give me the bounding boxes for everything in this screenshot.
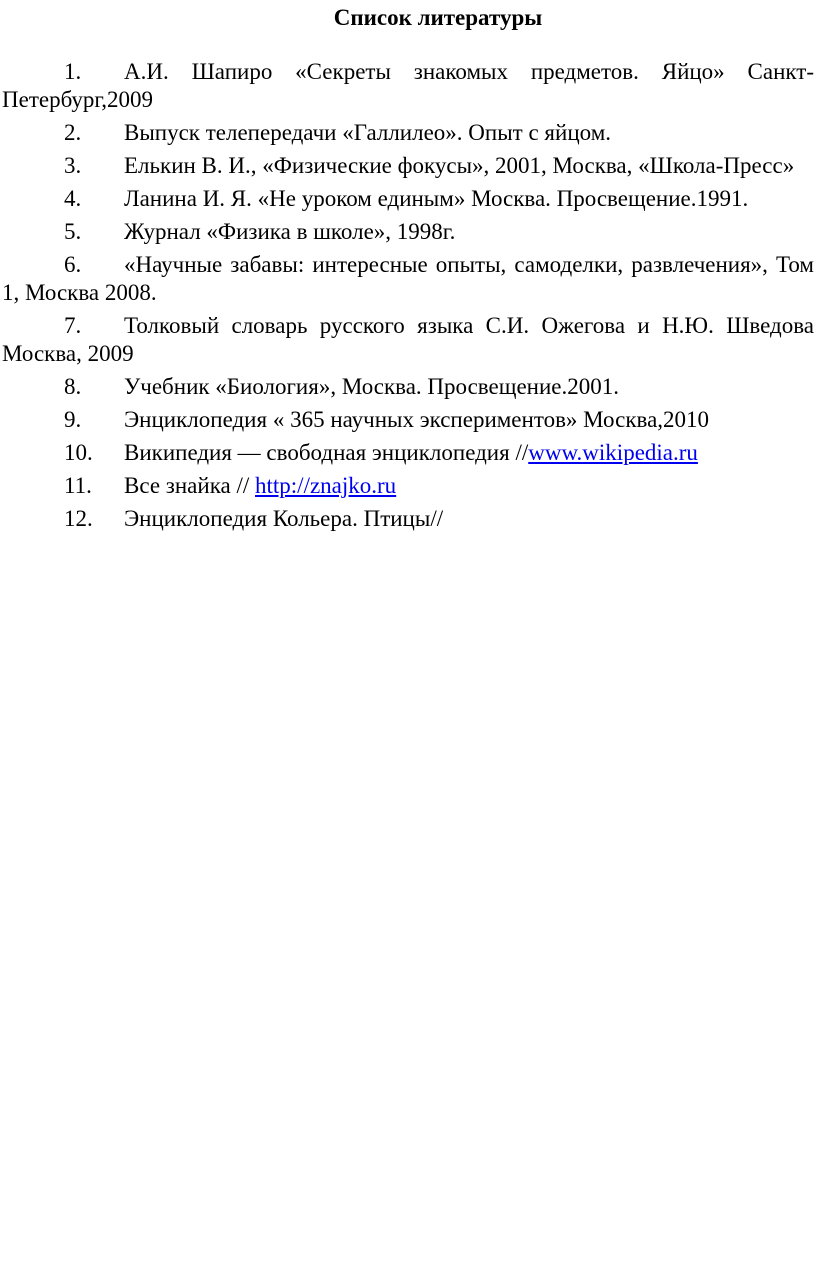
reference-list [2, 58, 814, 533]
reference-text: Энциклопедия Кольера. Птицы// [124, 506, 444, 531]
reference-number: 12. [64, 506, 93, 531]
reference-item-8 [2, 373, 814, 401]
reference-number: 10. [64, 440, 93, 465]
reference-number: 1. [64, 59, 82, 84]
reference-number: 3. [64, 153, 82, 178]
reference-number: 4. [64, 186, 82, 211]
wikipedia-link[interactable]: www.wikipedia.ru [528, 440, 698, 465]
reference-item-6 [2, 251, 814, 307]
reference-item-1 [2, 58, 814, 114]
reference-text: Все знайка // [124, 473, 256, 498]
reference-item-7 [2, 312, 814, 368]
reference-text: Журнал «Физика в школе», 1998г. [124, 219, 456, 244]
reference-item-12 [2, 505, 814, 533]
reference-item-10 [2, 439, 814, 467]
reference-text: Ланина И. Я. «Не уроком единым» Москва. Просвещение.1991. [124, 186, 749, 211]
reference-number: 2. [64, 120, 82, 145]
reference-number: 7. [64, 313, 82, 338]
reference-text: Учебник «Биология», Москва. Просвещение.2001. [124, 374, 619, 399]
reference-item-3 [2, 152, 814, 180]
reference-item-9 [2, 406, 814, 434]
znajko-link[interactable]: http://znajko.ru [255, 473, 397, 498]
reference-text: Толковый словарь русского языка С.И. Ожегова и Н.Ю. Шведова Москва, 2009 [2, 313, 814, 366]
reference-text: Википедия — свободная энциклопедия // [124, 440, 529, 465]
reference-number: 6. [64, 252, 82, 277]
reference-item-5 [2, 218, 814, 246]
reference-text: Энциклопедия « 365 научных экспериментов» Москва,2010 [124, 407, 710, 432]
reference-item-11 [2, 472, 814, 500]
reference-text: Елькин В. И., «Физические фокусы», 2001, Москва, «Школа-Пресс» [124, 153, 795, 178]
reference-item-4 [2, 185, 814, 213]
reference-text: А.И. Шапиро «Секреты знакомых предметов. Яйцо» Санкт-Петербург,2009 [2, 59, 814, 112]
page-title: Список литературы [333, 5, 543, 30]
reference-number: 9. [64, 407, 82, 432]
reference-number: 8. [64, 374, 82, 399]
reference-text: «Научные забавы: интересные опыты, самоделки, развлечения», Том 1, Москва 2008. [2, 252, 814, 305]
reference-number: 5. [64, 219, 82, 244]
reference-text: Выпуск телепередачи «Галлилео». Опыт с яйцом. [124, 120, 611, 145]
reference-item-2 [2, 119, 814, 147]
reference-number: 11. [64, 473, 92, 498]
